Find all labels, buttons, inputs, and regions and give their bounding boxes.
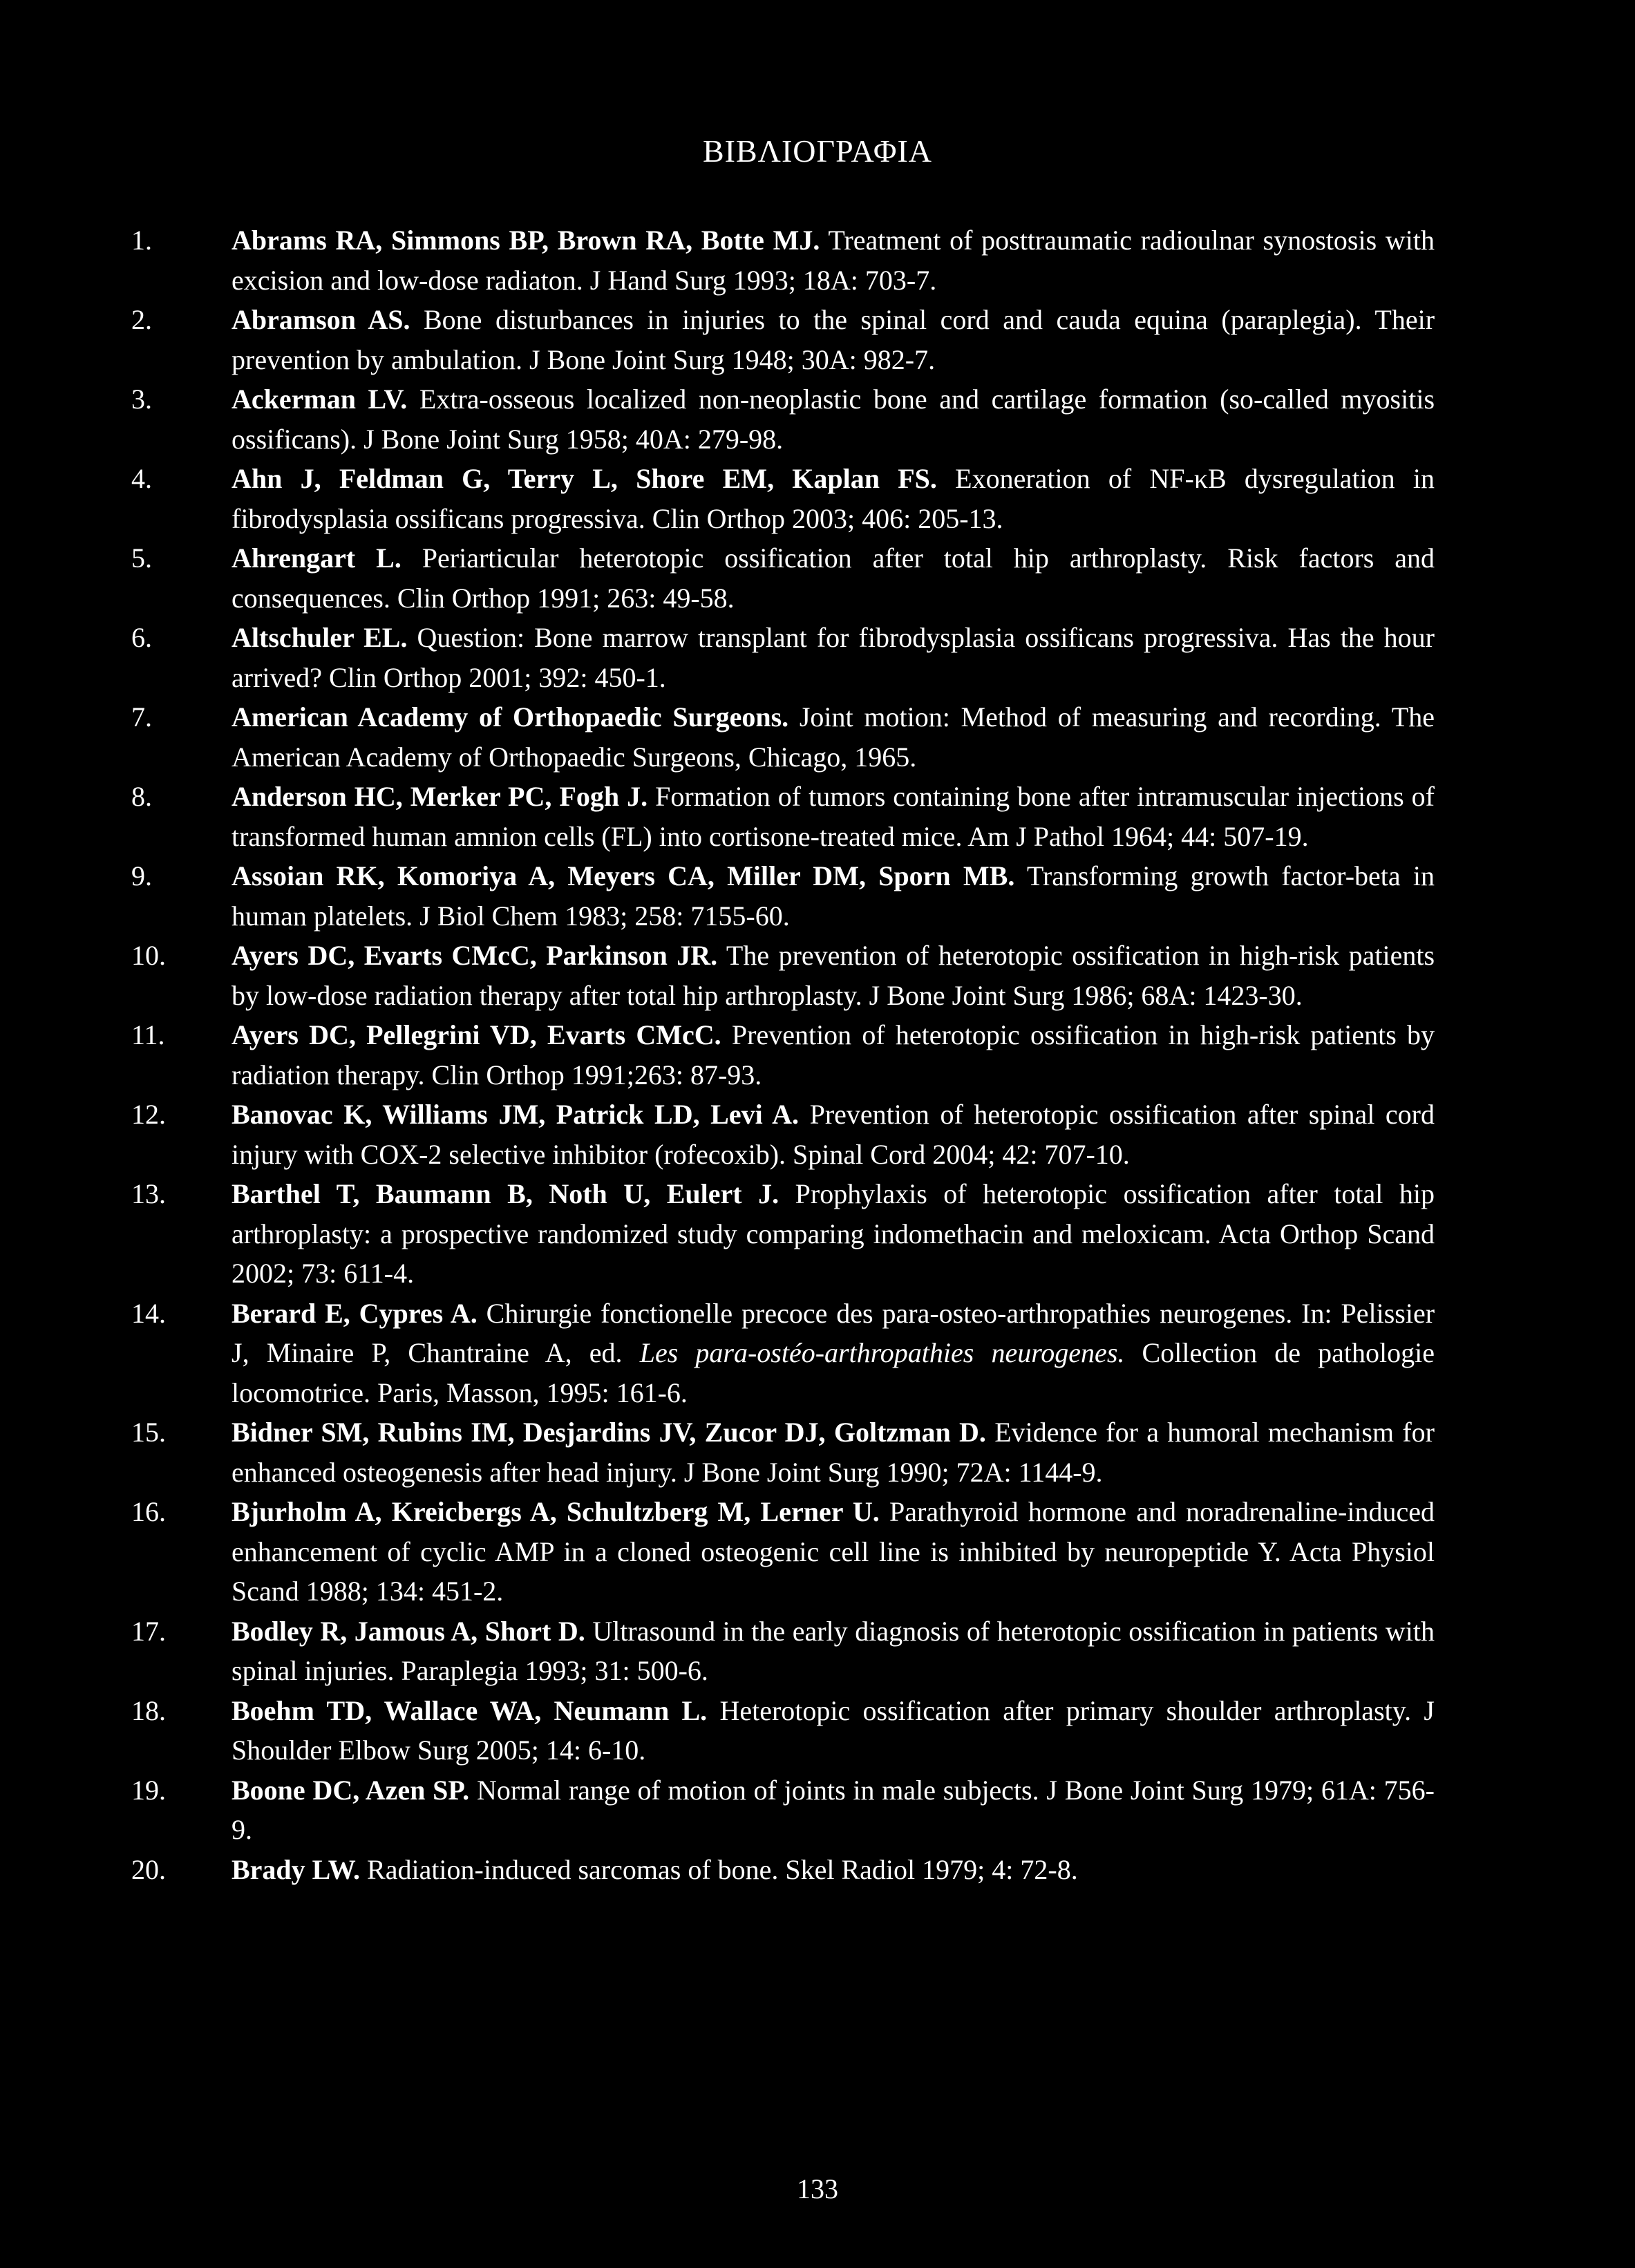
reference-item: [0, 1492, 1635, 1612]
reference-body: [231, 1178, 1435, 1289]
reference-item: [0, 1294, 1635, 1413]
reference-number: 16.: [131, 1496, 166, 1527]
reference-authors: Banovac K, Williams JM, Patrick LD, Levi A.: [231, 1099, 800, 1130]
reference-number: 12.: [131, 1099, 166, 1130]
reference-item: [0, 936, 1635, 1015]
reference-authors: Boone DC, Azen SP.: [231, 1774, 470, 1806]
reference-item: [0, 1691, 1635, 1770]
reference-citation-text: Extra-osseous localized non-neoplastic bone and cartilage formation (so-called myositis ossificans). J Bone Joint Surg 1958; 40A: 279-98.: [231, 384, 1435, 455]
reference-citation: [231, 542, 1435, 614]
reference-body: [231, 1019, 1435, 1090]
reference-authors: Bidner SM, Rubins IM, Desjardins JV, Zucor DJ, Goltzman D.: [231, 1417, 986, 1448]
reference-number: 3.: [131, 384, 152, 415]
reference-citation-text: Prevention of heterotopic ossification after spinal cord injury with COX-2 selective inhibitor (rofecoxib). Spinal Cord 2004; 42: 707-10.: [231, 1099, 1435, 1170]
reference-body: [231, 622, 1435, 693]
reference-item: [0, 1095, 1635, 1174]
reference-citation-text: Collection de pathologie locomotrice. Paris, Masson, 1995: 161-6.: [231, 1337, 1435, 1408]
reference-number: 15.: [131, 1417, 166, 1448]
reference-body: [231, 1695, 1435, 1766]
reference-item: [0, 538, 1635, 618]
reference-item: [0, 459, 1635, 538]
reference-item: [0, 777, 1635, 856]
reference-number: 5.: [131, 542, 152, 574]
reference-item: [0, 697, 1635, 777]
reference-number: 18.: [131, 1694, 166, 1726]
reference-authors: Ayers DC, Evarts CMcC, Parkinson JR.: [231, 940, 718, 971]
reference-body: [231, 463, 1435, 534]
reference-citation-text: Heterotopic ossification after primary shoulder arthroplasty. J Shoulder Elbow Surg 2005; 14: 6-10.: [231, 1694, 1435, 1766]
reference-body: [231, 542, 1435, 614]
reference-body: [231, 860, 1435, 932]
reference-authors: Boehm TD, Wallace WA, Neumann L.: [231, 1694, 708, 1726]
reference-body: [231, 1496, 1435, 1607]
reference-authors: Abrams RA, Simmons BP, Brown RA, Botte MJ.: [231, 225, 820, 256]
reference-number: 19.: [131, 1774, 166, 1806]
reference-number: 13.: [131, 1178, 166, 1209]
reference-authors: Ahn J, Feldman G, Terry L, Shore EM, Kaplan FS.: [231, 463, 937, 494]
reference-body: [231, 1099, 1435, 1170]
reference-body: [231, 701, 1435, 773]
reference-body: [231, 225, 1435, 296]
reference-authors: Assoian RK, Komoriya A, Meyers CA, Miller DM, Sporn MB.: [231, 860, 1015, 891]
reference-citation-text: Prophylaxis of heterotopic ossification after total hip arthroplasty: a prospective randomized study comparing indomethacin and meloxicam. Acta Orthop Scand 2002; 73: 611-4.: [231, 1178, 1435, 1289]
reference-number: 9.: [131, 860, 152, 891]
reference-number: 14.: [131, 1297, 166, 1329]
reference-body: [231, 1616, 1435, 1687]
reference-citation-text: Joint motion: Method of measuring and recording. The American Academy of Orthopaedic Surgeons, Chicago, 1965.: [231, 701, 1435, 773]
page-title: ΒΙΒΛΙΟΓΡΑΦΙΑ: [702, 133, 933, 169]
reference-authors: Barthel T, Baumann B, Noth U, Eulert J.: [231, 1178, 779, 1209]
reference-body: [231, 1775, 1435, 1846]
reference-authors: Ackerman LV.: [231, 384, 408, 415]
reference-book-title: Les para-ostéo-arthropathies neurogenes.: [639, 1337, 1125, 1368]
reference-number: 17.: [131, 1615, 166, 1647]
reference-number: 1.: [131, 225, 152, 256]
reference-authors: Altschuler EL.: [231, 622, 408, 653]
reference-citation: [231, 622, 1435, 693]
reference-item: [0, 300, 1635, 379]
reference-number: 6.: [131, 622, 152, 653]
reference-authors: Ahrengart L.: [231, 542, 401, 574]
reference-authors: Bjurholm A, Kreicbergs A, Schultzberg M, Lerner U.: [231, 1496, 880, 1527]
reference-citation-text: Radiation-induced sarcomas of bone. Skel Radiol 1979; 4: 72-8.: [367, 1853, 1078, 1885]
page-number: 133: [797, 2173, 838, 2204]
reference-citation: [231, 384, 1435, 455]
reference-citation: [231, 304, 1435, 375]
reference-body: [231, 781, 1435, 852]
reference-item: [0, 1174, 1635, 1294]
reference-citation-text: Transforming growth factor-beta in human platelets. J Biol Chem 1983; 258: 7155-60.: [231, 860, 1435, 932]
reference-number: 4.: [131, 463, 152, 494]
reference-body: [231, 1298, 1435, 1408]
reference-citation-text: Ultrasound in the early diagnosis of heterotopic ossification in patients with spinal injuries. Paraplegia 1993; 31: 500-6.: [231, 1615, 1435, 1686]
reference-citation-text: Treatment of posttraumatic radioulnar synostosis with excision and low-dose radiaton. J Hand Surg 1993; 18A: 703-7.: [231, 225, 1435, 296]
reference-body: [231, 1417, 1435, 1488]
reference-item: [0, 856, 1635, 936]
reference-number: 11.: [131, 1019, 165, 1050]
reference-citation-text: Parathyroid hormone and noradrenaline-induced enhancement of cyclic AMP in a cloned osteogenic cell line is inhibited by neuropeptide Y. Acta Physiol Scand 1988; 134: 451-2.: [231, 1496, 1435, 1607]
reference-authors: Ayers DC, Pellegrini VD, Evarts CMcC.: [231, 1019, 721, 1050]
reference-body: [231, 304, 1435, 375]
reference-authors: Bodley R, Jamous A, Short D.: [231, 1615, 585, 1647]
reference-item: [0, 1015, 1635, 1095]
reference-body: [231, 940, 1435, 1011]
reference-citation-text: The prevention of heterotopic ossification in high-risk patients by low-dose radiation therapy after total hip arthroplasty. J Bone Joint Surg 1986; 68A: 1423-30.: [231, 940, 1435, 1011]
reference-item: [0, 1850, 1635, 1890]
reference-authors: Berard E, Cypres A.: [231, 1297, 478, 1329]
reference-item: [0, 1412, 1635, 1492]
reference-number: 8.: [131, 781, 152, 812]
reference-authors: Abramson AS.: [231, 304, 410, 335]
reference-list: [0, 220, 1635, 1889]
reference-authors: Anderson HC, Merker PC, Fogh J.: [231, 781, 648, 812]
reference-citation-text: Question: Bone marrow transplant for fibrodysplasia ossificans progressiva. Has the hour arrived? Clin Orthop 2001; 392: 450-1.: [231, 622, 1435, 693]
reference-citation-text: Prevention of heterotopic ossification in high-risk patients by radiation therapy. Clin Orthop 1991;263: 87-93.: [231, 1019, 1435, 1090]
reference-authors: American Academy of Orthopaedic Surgeons.: [231, 701, 789, 733]
reference-number: 20.: [131, 1853, 166, 1885]
reference-body: [231, 384, 1435, 455]
reference-item: [0, 379, 1635, 459]
reference-citation-text: Bone disturbances in injuries to the spinal cord and cauda equina (paraplegia). Their prevention by ambulation. J Bone Joint Surg 1948; 30A: 982-7.: [231, 304, 1435, 375]
reference-citation-text: Formation of tumors containing bone after intramuscular injections of transformed human amnion cells (FL) into cortisone-treated mice. Am J Pathol 1964; 44: 507-19.: [231, 781, 1435, 852]
reference-citation-text: Periarticular heterotopic ossification after total hip arthroplasty. Risk factors and consequences. Clin Orthop 1991; 263: 49-58.: [231, 542, 1435, 614]
reference-number: 10.: [131, 940, 166, 971]
reference-citation-text: Normal range of motion of joints in male subjects. J Bone Joint Surg 1979; 61A: 756-9.: [231, 1774, 1435, 1845]
reference-item: [0, 618, 1635, 697]
reference-number: 7.: [131, 701, 152, 733]
reference-citation-text: Exoneration of NF-κB dysregulation in fibrodysplasia ossificans progressiva. Clin Orthop 2003; 406: 205-13.: [231, 463, 1435, 534]
reference-item: [0, 220, 1635, 300]
reference-citation: [367, 1854, 1078, 1885]
reference-authors: Brady LW.: [231, 1853, 361, 1885]
reference-citation-text: Chirurgie fonctionelle precoce des para-osteo-arthropathies neurogenes. In: Pelissier J, Minaire P, Chantraine A, ed.: [231, 1297, 1435, 1368]
reference-citation-text: Evidence for a humoral mechanism for enhanced osteogenesis after head injury. J Bone Joint Surg 1990; 72A: 1144-9.: [231, 1417, 1435, 1488]
reference-body: [231, 1854, 1078, 1885]
reference-item: [0, 1612, 1635, 1691]
reference-number: 2.: [131, 304, 152, 335]
reference-item: [0, 1770, 1635, 1850]
